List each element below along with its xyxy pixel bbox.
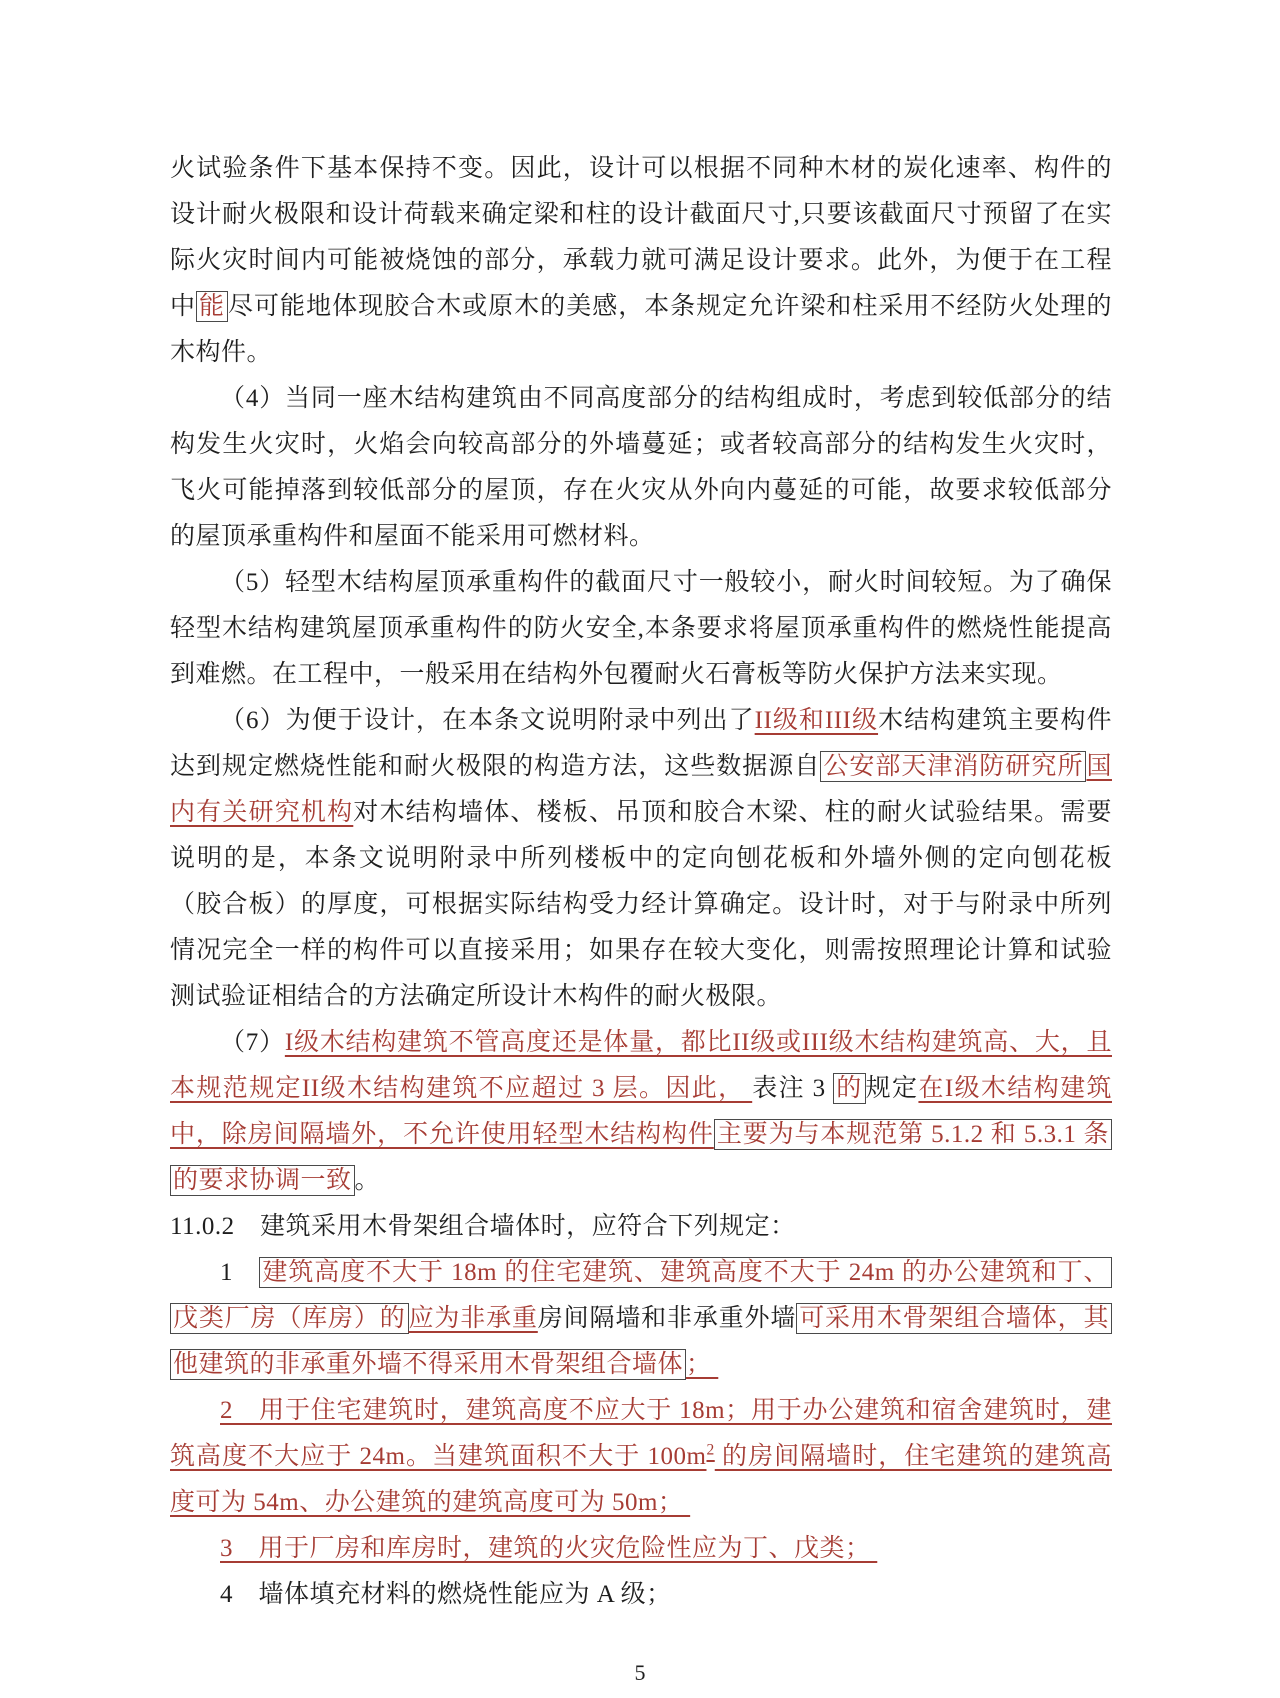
paragraph [170, 1572, 1112, 1618]
inserted-text: 2 用于住宅建筑时，建筑高度不应大于 18m；用于办公建筑和宿舍建筑时，建筑高度不大应于 24m。当建筑面积不大于 100m [170, 1397, 1112, 1470]
body-text: 11.0.2 建筑采用木骨架组合墙体时，应符合下列规定： [170, 1213, 796, 1240]
body-text: （6）为便于设计，在本条文说明附录中列出了 [220, 707, 755, 734]
inserted-text: 应为非承重 [408, 1305, 538, 1332]
body-text: 火试验条件下基本保持不变。因此，设计可以根据不同种木材的炭化速率、构件的设计耐火极限和设计荷载来确定梁和柱的设计截面尺寸,只要该截面尺寸预留了在实际火灾时间内可能被烧蚀的部分，承载力就可满足设计要求。此外，为便于在工程中 [170, 155, 1112, 320]
paragraph [170, 146, 1112, 376]
inserted-text: 3 用于厂房和库房时，建筑的火灾危险性应为丁、戊类； [220, 1535, 878, 1562]
body-text: 规定 [865, 1075, 919, 1102]
paragraph [170, 1204, 1112, 1250]
body-text: 尽可能地体现胶合木或原木的美感，本条规定允许梁和柱采用不经防火处理的木构件。 [170, 293, 1112, 366]
inserted-text: 国内有关研究机构 [170, 753, 1112, 826]
paragraph [170, 376, 1112, 560]
body-text: （7） [220, 1029, 285, 1056]
paragraph [170, 1020, 1112, 1204]
body-text: 。 [354, 1167, 381, 1194]
inserted-text: 的房间隔墙时，住宅建筑的建筑高度可为 54m、办公建筑的建筑高度可为 50m； [170, 1443, 1112, 1516]
body-text: 对木结构墙体、楼板、吊顶和胶合木梁、柱的耐火试验结果。需要说明的是，本条文说明附录中所列楼板中的定向刨花板和外墙外侧的定向刨花板（胶合板）的厚度，可根据实际结构受力经计算确定。设计时，对于与附录中所列情况完全一样的构件可以直接采用；如果存在较大变化，则需按照理论计算和试验测试验证相结合的方法确定所设计木构件的耐火极限。 [170, 799, 1112, 1010]
deleted-text-box: 的 [833, 1073, 865, 1104]
paragraph [170, 1250, 1112, 1388]
deleted-text-box: 可采用木骨架组合墙体，其他建筑的非承重外墙不得采用木骨架组合墙体 [170, 1303, 1112, 1380]
inserted-text: II级和III级 [754, 707, 879, 734]
body-text: 表注 3 [752, 1075, 834, 1102]
deleted-text-box: 主要为与本规范第 5.1.2 和 5.3.1 条的要求协调一致 [170, 1119, 1112, 1196]
body-text: （4）当同一座木结构建筑由不同高度部分的结构组成时，考虑到较低部分的结构发生火灾时，火焰会向较高部分的外墙蔓延；或者较高部分的结构发生火灾时，飞火可能掉落到较低部分的屋顶，存在火灾从外向内蔓延的可能，故要求较低部分的屋顶承重构件和屋面不能采用可燃材料。 [170, 385, 1112, 550]
deleted-text-box: 建筑高度不大于 18m 的住宅建筑、建筑高度不大于 24m 的办公建筑和丁、戊类厂房（库房）的 [170, 1257, 1112, 1334]
deleted-text-box: 公安部天津消防研究所 [820, 751, 1086, 782]
paragraph [170, 698, 1112, 1020]
inserted-superscript: 2 [706, 1441, 715, 1459]
page-number: 5 [634, 1660, 646, 1685]
document-body [170, 146, 1112, 1618]
paragraph [170, 1526, 1112, 1572]
paragraph [170, 1388, 1112, 1526]
body-text: 房间隔墙和非承重外墙 [537, 1305, 797, 1332]
inserted-text: 在I级木结构建筑中，除房间隔墙外，不允许使用轻型木结构构件 [170, 1075, 1112, 1148]
body-text: 4 墙体填充材料的燃烧性能应为 A 级； [220, 1581, 672, 1608]
deleted-text-box: 能 [196, 291, 228, 322]
body-text: （5）轻型木结构屋顶承重构件的截面尺寸一般较小，耐火时间较短。为了确保轻型木结构建筑屋顶承重构件的防火安全,本条要求将屋顶承重构件的燃烧性能提高到难燃。在工程中，一般采用在结构外包覆耐火石膏板等防火保护方法来实现。 [170, 569, 1112, 688]
inserted-text: ； [686, 1351, 719, 1378]
inserted-text: I级木结构建筑不管高度还是体量，都比II级或III级木结构建筑高、大，且本规范规定II级木结构建筑不应超过 3 层。因此， [170, 1029, 1112, 1102]
body-text: 1 [220, 1259, 260, 1286]
body-text: 木结构建筑主要构件达到规定燃烧性能和耐火极限的构造方法，这些数据源自 [170, 707, 1112, 780]
paragraph [170, 560, 1112, 698]
